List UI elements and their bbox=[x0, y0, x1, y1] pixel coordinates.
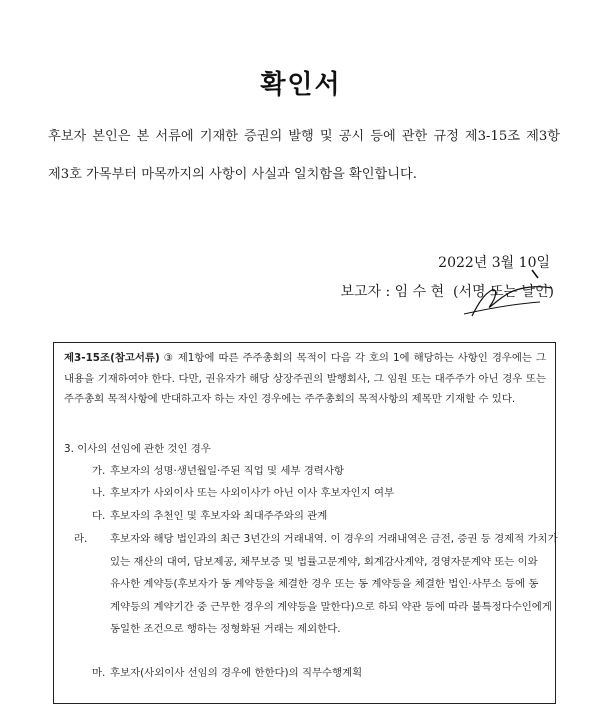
signature-note: (서명 또는 날인) bbox=[453, 284, 554, 300]
list-marker: 라. bbox=[74, 533, 88, 545]
list-item bbox=[74, 528, 564, 641]
reference-item-3: 3. 이사의 선임에 관한 것인 경우 bbox=[64, 443, 211, 455]
list-item bbox=[92, 662, 546, 685]
list-text: 후보자가 사외이사 또는 사외이사가 아닌 이사 후보자인지 여부 bbox=[110, 487, 395, 499]
reference-intro bbox=[64, 348, 546, 410]
list-marker: 나. bbox=[92, 487, 106, 499]
list-text: 후보자와 해당 법인과의 최근 3년간의 거래내역. 이 경우의 거래내역은 금전, 증권 등 경제적 가치가 있는 재산의 대여, 담보제공, 채무보증 및 법률고문계약, 회계감사계약, 경영자문계약 또는 이와 유사한 계약등(후보자가 동 계약등을 체결한 경우 또는 동 계약등을 체결한 법인·사무소 등에 동 계약등의 계약기간 중 근무한 경우의 계약등을 말한다)으로 하되 약관 등에 따라 불특정다수인에게 동일한 조건으로 행하는 정형화된 거래는 제외한다. bbox=[110, 533, 558, 635]
list-marker: 마. bbox=[92, 667, 106, 679]
list-text: 후보자의 성명·생년월일·주된 직업 및 세부 경력사항 bbox=[110, 465, 344, 477]
reference-intro-text: ③ 제1항에 따른 주주총회의 목적이 다음 각 호의 1에 해당하는 사항인 경우에는 그 내용을 기재하여야 한다. 다만, 권유자가 해당 상장주권의 발행회사, 그 임원 또는 대주주가 아닌 경우 또는 주주총회 목적사항에 반대하고자 하는 자인 경우에는 주주총회의 목적사항의 제목만 기재할 수 있다. bbox=[64, 352, 546, 405]
list-marker: 다. bbox=[92, 510, 106, 522]
list-marker: 가. bbox=[92, 465, 106, 477]
list-text: 후보자의 추천인 및 후보자와 최대주주와의 관계 bbox=[110, 510, 328, 522]
reference-heading: 제3-15조(참고서류) bbox=[64, 352, 160, 364]
confirmation-statement: 후보자 본인은 본 서류에 기재한 증권의 발행 및 공시 등에 관한 규정 제3-15조 제3항 제3호 가목부터 마목까지의 사항이 사실과 일치함을 확인합니다. bbox=[48, 129, 560, 182]
reporter-name: 보고자 : 임 수 현 bbox=[340, 284, 445, 300]
list-item bbox=[92, 505, 546, 528]
reporter-line bbox=[340, 281, 554, 301]
document-title: 확인서 bbox=[260, 70, 342, 100]
report-date: 2022년 3월 10일 bbox=[438, 255, 550, 271]
list-item bbox=[92, 460, 546, 483]
list-text: 후보자(사외이사 선임의 경우에 한한다)의 직무수행계획 bbox=[110, 667, 363, 679]
list-item bbox=[92, 482, 546, 505]
reference-box bbox=[53, 342, 556, 704]
